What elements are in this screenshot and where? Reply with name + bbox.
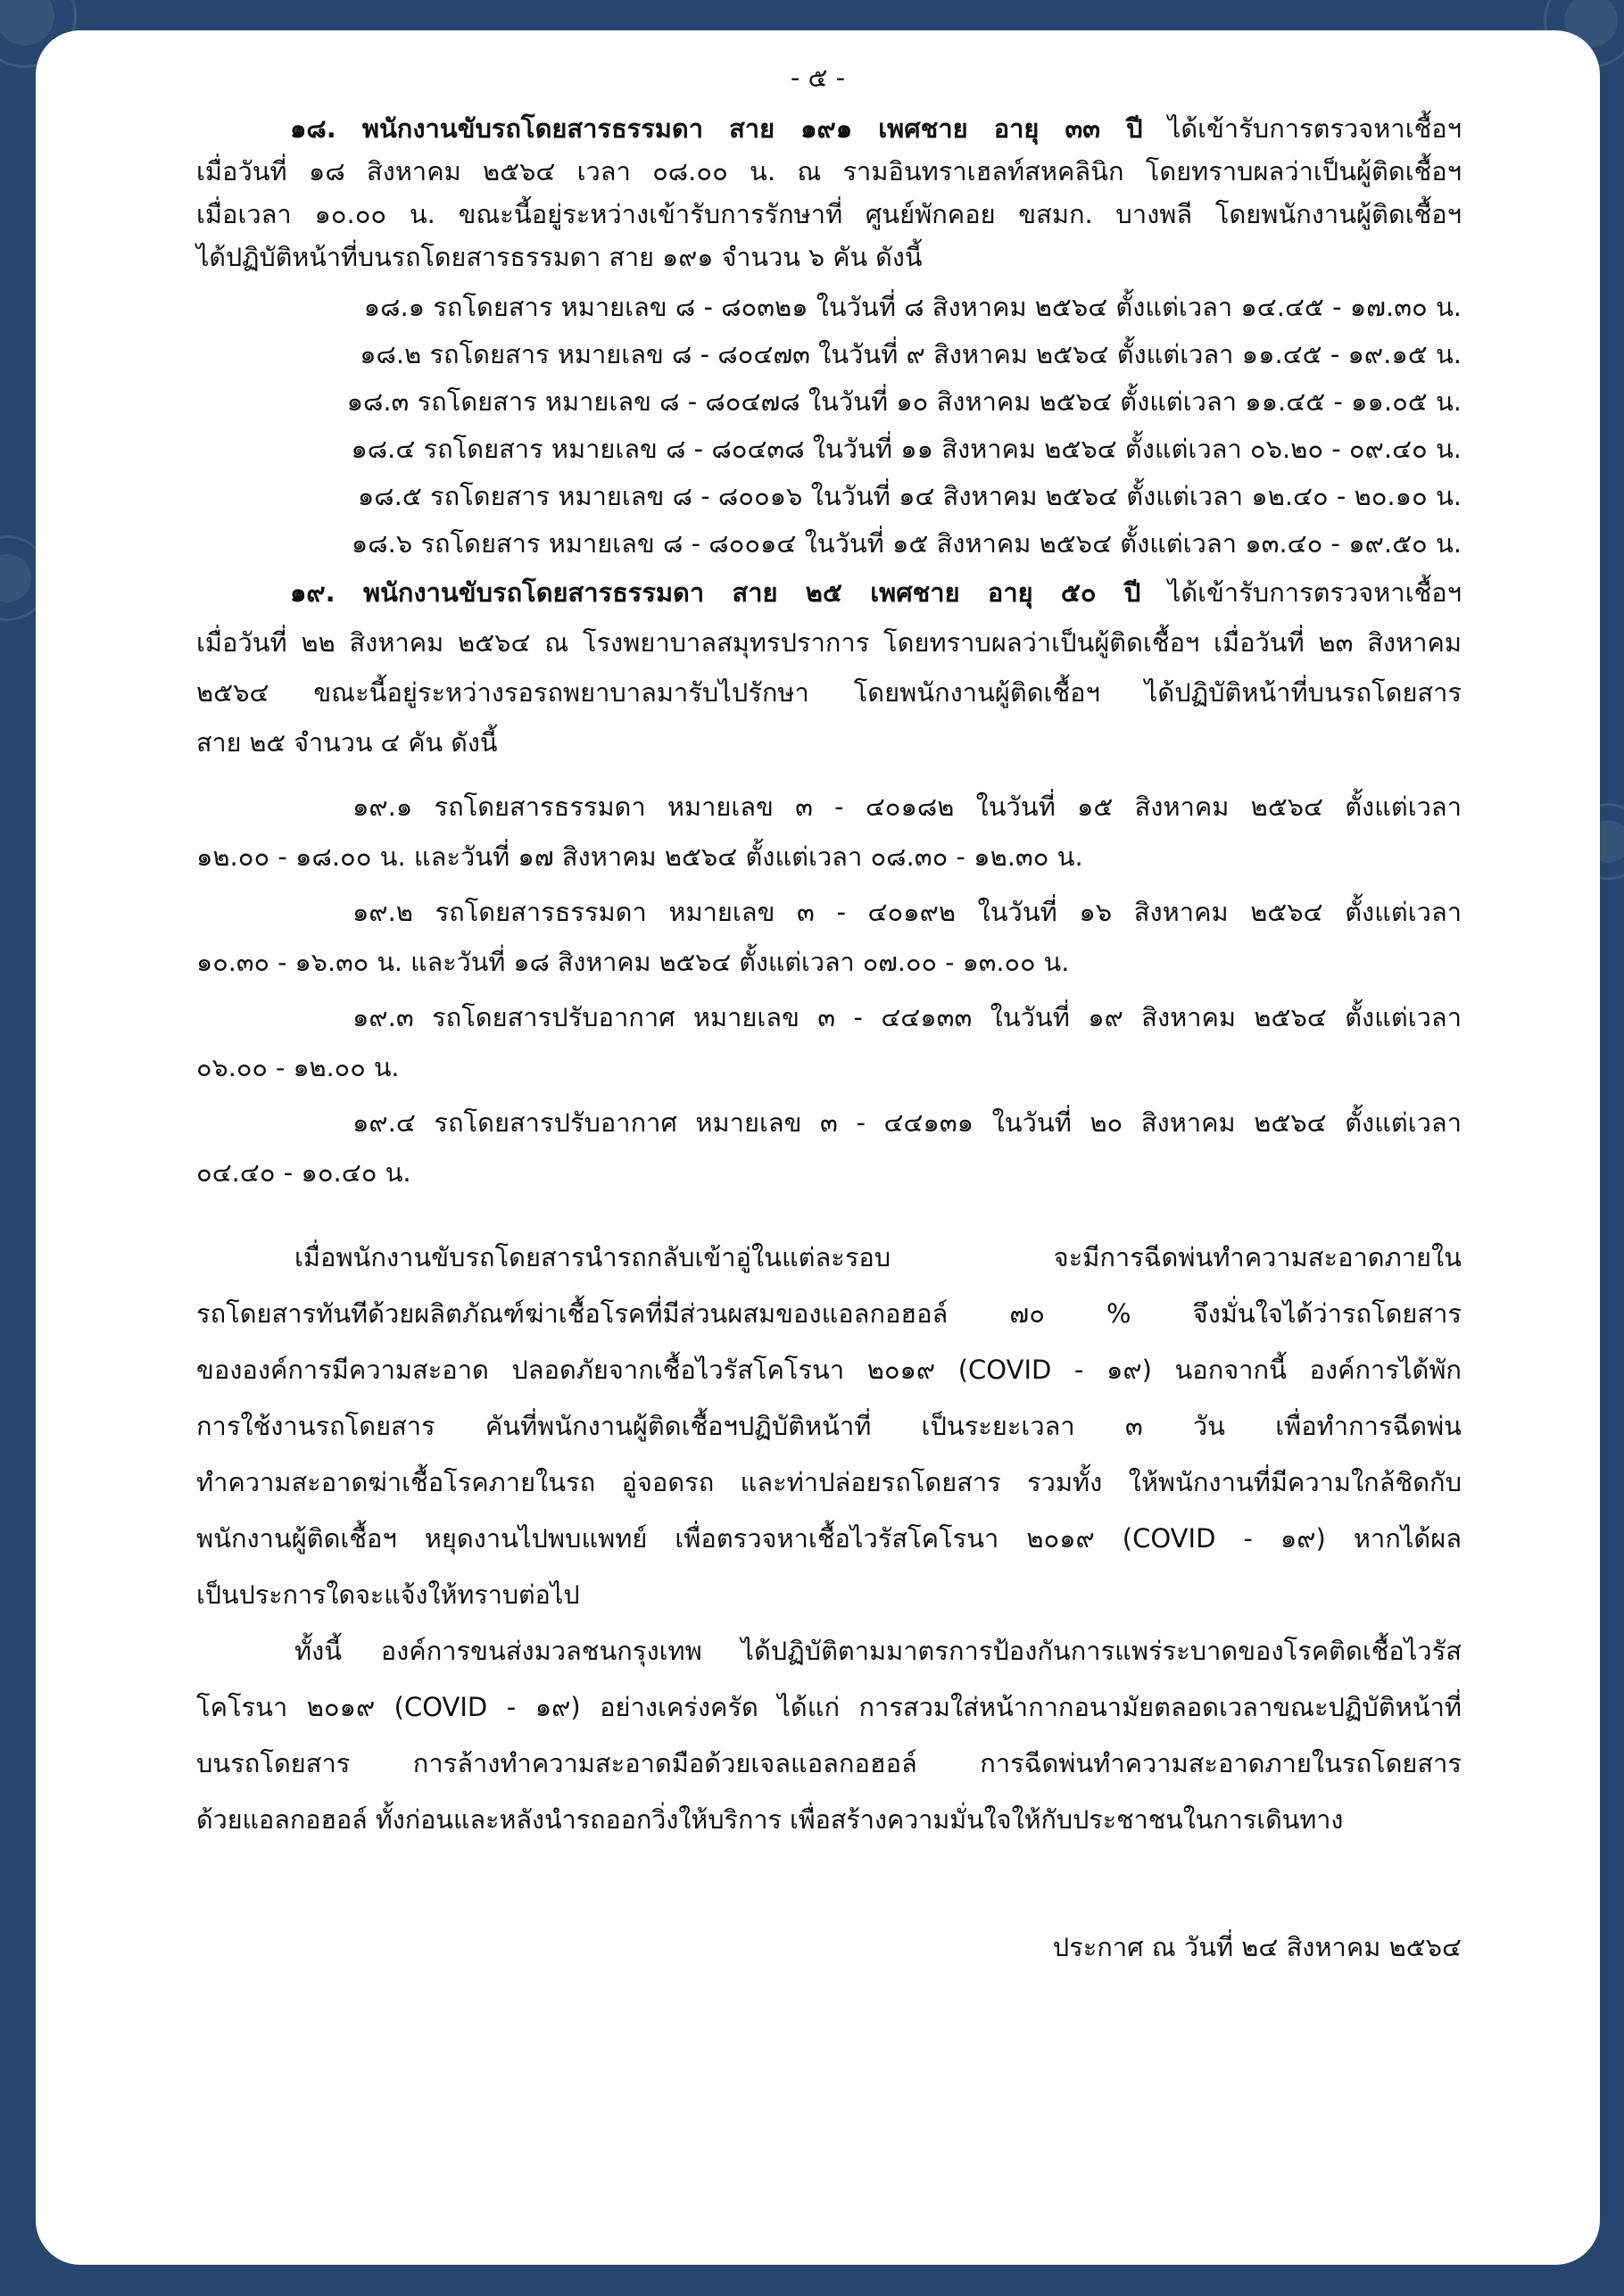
item-18-sub-3: ๑๘.๓ รถโดยสาร หมายเลข ๘ - ๘๐๔๗๘ ในวันที่ ๑๐ สิงหาคม ๒๕๖๔ ตั้งแต่เวลา ๑๑.๔๕ - ๑๑.๐๕ น. [346,386,1462,417]
para-2-line-1: ทั้งนี้ องค์การขนส่งมวลชนกรุงเทพ ได้ปฏิบัติตามมาตรการป้องกันการแพร่ระบาดของโรคติดเชื้อไวรัส [294,1636,1462,1666]
item-19-sub-3-b: ๐๖.๐๐ - ๑๒.๐๐ น. [196,1052,400,1082]
item-19-line-1-rest: ได้เข้ารับการตรวจหาเชื้อฯ [1167,577,1462,608]
announce-date: ประกาศ ณ วันที่ ๒๔ สิงหาคม ๒๕๖๔ [1052,1932,1462,1962]
item-19-line-4: สาย ๒๕ จำนวน ๔ คัน ดังนี้ [196,727,498,758]
item-18-sub-2: ๑๘.๒ รถโดยสาร หมายเลข ๘ - ๘๐๔๗๓ ในวันที่ ๙ สิงหาคม ๒๕๖๔ ตั้งแต่เวลา ๑๑.๔๕ - ๑๙.๑๕ น. [360,339,1462,369]
item-19-line-2: เมื่อวันที่ ๒๒ สิงหาคม ๒๕๖๔ ณ โรงพยาบาลสมุทรปราการ โดยทราบผลว่าเป็นผู้ติดเชื้อฯ เมื่อวันที่ ๒๓ สิงหาคม [196,627,1462,658]
para-1-line-6: พนักงานผู้ติดเชื้อฯ หยุดงานไปพบแพทย์ เพื่อตรวจหาเชื้อไวรัสโคโรนา ๒๐๑๙ (COVID - ๑๙) หากได้ผล [196,1523,1462,1554]
document-page [36,30,1600,2265]
para-1-line-7: เป็นประการใดจะแจ้งให้ทราบต่อไป [196,1579,580,1610]
para-2-line-3: บนรถโดยสาร การล้างทำความสะอาดมือด้วยเจลแอลกอฮอล์ การฉีดพ่นทำความสะอาดภายในรถโดยสาร [196,1748,1462,1778]
item-19-lead: ๑๙. พนักงานขับรถโดยสารธรรมดา สาย ๒๕ เพศชาย อายุ ๕๐ ปี [290,577,1141,608]
item-18-line-2: เมื่อวันที่ ๑๘ สิงหาคม ๒๕๖๔ เวลา ๐๘.๐๐ น. ณ รามอินทราเฮลท์สหคลินิก โดยทราบผลว่าเป็นผู้ติดเชื้อฯ [196,156,1462,186]
item-19-line-1 [290,575,1462,610]
item-18-line-1 [290,111,1462,146]
para-1-line-1: เมื่อพนักงานขับรถโดยสารนำรถกลับเข้าอู่ในแต่ละรอบ จะมีการฉีดพ่นทำความสะอาดภายใน [294,1242,1462,1272]
item-19-sub-1-a: ๑๙.๑ รถโดยสารธรรมดา หมายเลข ๓ - ๔๐๑๘๒ ในวันที่ ๑๕ สิงหาคม ๒๕๖๔ ตั้งแต่เวลา [352,792,1462,822]
item-18-sub-1: ๑๘.๑ รถโดยสาร หมายเลข ๘ - ๘๐๓๒๑ ในวันที่ ๘ สิงหาคม ๒๕๖๔ ตั้งแต่เวลา ๑๔.๔๕ - ๑๗.๓๐ น. [363,292,1462,322]
para-1-line-4: การใช้งานรถโดยสาร คันที่พนักงานผู้ติดเชื้อฯปฏิบัติหน้าที่ เป็นระยะเวลา ๓ วัน เพื่อทำการฉีดพ่น [196,1411,1462,1441]
para-1-line-5: ทำความสะอาดฆ่าเชื้อโรคภายในรถ อู่จอดรถ และท่าปล่อยรถโดยสาร รวมทั้ง ให้พนักงานที่มีความใกล้ชิดกับ [196,1467,1462,1497]
item-18-line-1-rest: ได้เข้ารับการตรวจหาเชื้อฯ [1167,113,1462,144]
item-18-line-4: ได้ปฏิบัติหน้าที่บนรถโดยสารธรรมดา สาย ๑๙๑ จำนวน ๖ คัน ดังนี้ [196,242,923,272]
para-1-line-2: รถโดยสารทันทีด้วยผลิตภัณฑ์ฆ่าเชื้อโรคที่มีส่วนผสมของแอลกอฮอล์ ๗๐ % จึงมั่นใจได้ว่ารถโดยสาร [196,1298,1462,1329]
item-19-sub-4-a: ๑๙.๔ รถโดยสารปรับอากาศ หมายเลข ๓ - ๔๔๑๓๑ ในวันที่ ๒๐ สิงหาคม ๒๕๖๔ ตั้งแต่เวลา [352,1107,1462,1138]
item-18-sub-4: ๑๘.๔ รถโดยสาร หมายเลข ๘ - ๘๐๔๓๘ ในวันที่ ๑๑ สิงหาคม ๒๕๖๔ ตั้งแต่เวลา ๐๖.๒๐ - ๐๙.๔๐ น. [351,434,1462,464]
para-2-line-2: โคโรนา ๒๐๑๙ (COVID - ๑๙) อย่างเคร่งครัด ได้แก่ การสวมใส่หน้ากากอนามัยตลอดเวลาขณะปฏิบัติหน้าที่ [196,1692,1462,1722]
item-18-line-3: เมื่อเวลา ๑๐.๐๐ น. ขณะนี้อยู่ระหว่างเข้ารับการรักษาที่ ศูนย์พักคอย ขสมก. บางพลี โดยพนักงานผู้ติดเชื้อฯ [196,199,1462,229]
item-18-lead: ๑๘. พนักงานขับรถโดยสารธรรมดา สาย ๑๙๑ เพศชาย อายุ ๓๓ ปี [290,113,1143,144]
item-19-line-3: ๒๕๖๔ ขณะนี้อยู่ระหว่างรอรถพยาบาลมารับไปรักษา โดยพนักงานผู้ติดเชื้อฯ ได้ปฏิบัติหน้าที่บนรถโดยสาร [196,677,1462,708]
item-19-sub-2-a: ๑๙.๒ รถโดยสารธรรมดา หมายเลข ๓ - ๔๐๑๙๒ ในวันที่ ๑๖ สิงหาคม ๒๕๖๔ ตั้งแต่เวลา [352,897,1462,927]
page-number: - ๕ - [790,62,846,93]
item-19-sub-3-a: ๑๙.๓ รถโดยสารปรับอากาศ หมายเลข ๓ - ๔๔๑๓๓ ในวันที่ ๑๙ สิงหาคม ๒๕๖๔ ตั้งแต่เวลา [352,1002,1462,1032]
para-1-line-3: ขององค์การมีความสะอาด ปลอดภัยจากเชื้อไวรัสโคโรนา ๒๐๑๙ (COVID - ๑๙) นอกจากนี้ องค์การได้พัก [196,1355,1462,1385]
item-19-sub-2-b: ๑๐.๓๐ - ๑๖.๓๐ น. และวันที่ ๑๘ สิงหาคม ๒๕๖๔ ตั้งแต่เวลา ๐๗.๐๐ - ๑๓.๐๐ น. [196,947,1070,977]
item-19-sub-1-b: ๑๒.๐๐ - ๑๘.๐๐ น. และวันที่ ๑๗ สิงหาคม ๒๕๖๔ ตั้งแต่เวลา ๐๘.๓๐ - ๑๒.๓๐ น. [196,841,1083,872]
item-19-sub-4-b: ๐๔.๔๐ - ๑๐.๔๐ น. [196,1157,411,1188]
item-18-sub-6: ๑๘.๖ รถโดยสาร หมายเลข ๘ - ๘๐๐๑๔ ในวันที่ ๑๕ สิงหาคม ๒๕๖๔ ตั้งแต่เวลา ๑๓.๔๐ - ๑๙.๕๐ น. [351,528,1462,559]
item-18-sub-5: ๑๘.๕ รถโดยสาร หมายเลข ๘ - ๘๐๐๑๖ ในวันที่ ๑๔ สิงหาคม ๒๕๖๔ ตั้งแต่เวลา ๑๒.๔๐ - ๒๐.๑๐ น. [357,481,1462,511]
para-2-line-4: ด้วยแอลกอฮอล์ ทั้งก่อนและหลังนำรถออกวิ่งให้บริการ เพื่อสร้างความมั่นใจให้กับประชาชนในการเดินทาง [196,1804,1344,1835]
